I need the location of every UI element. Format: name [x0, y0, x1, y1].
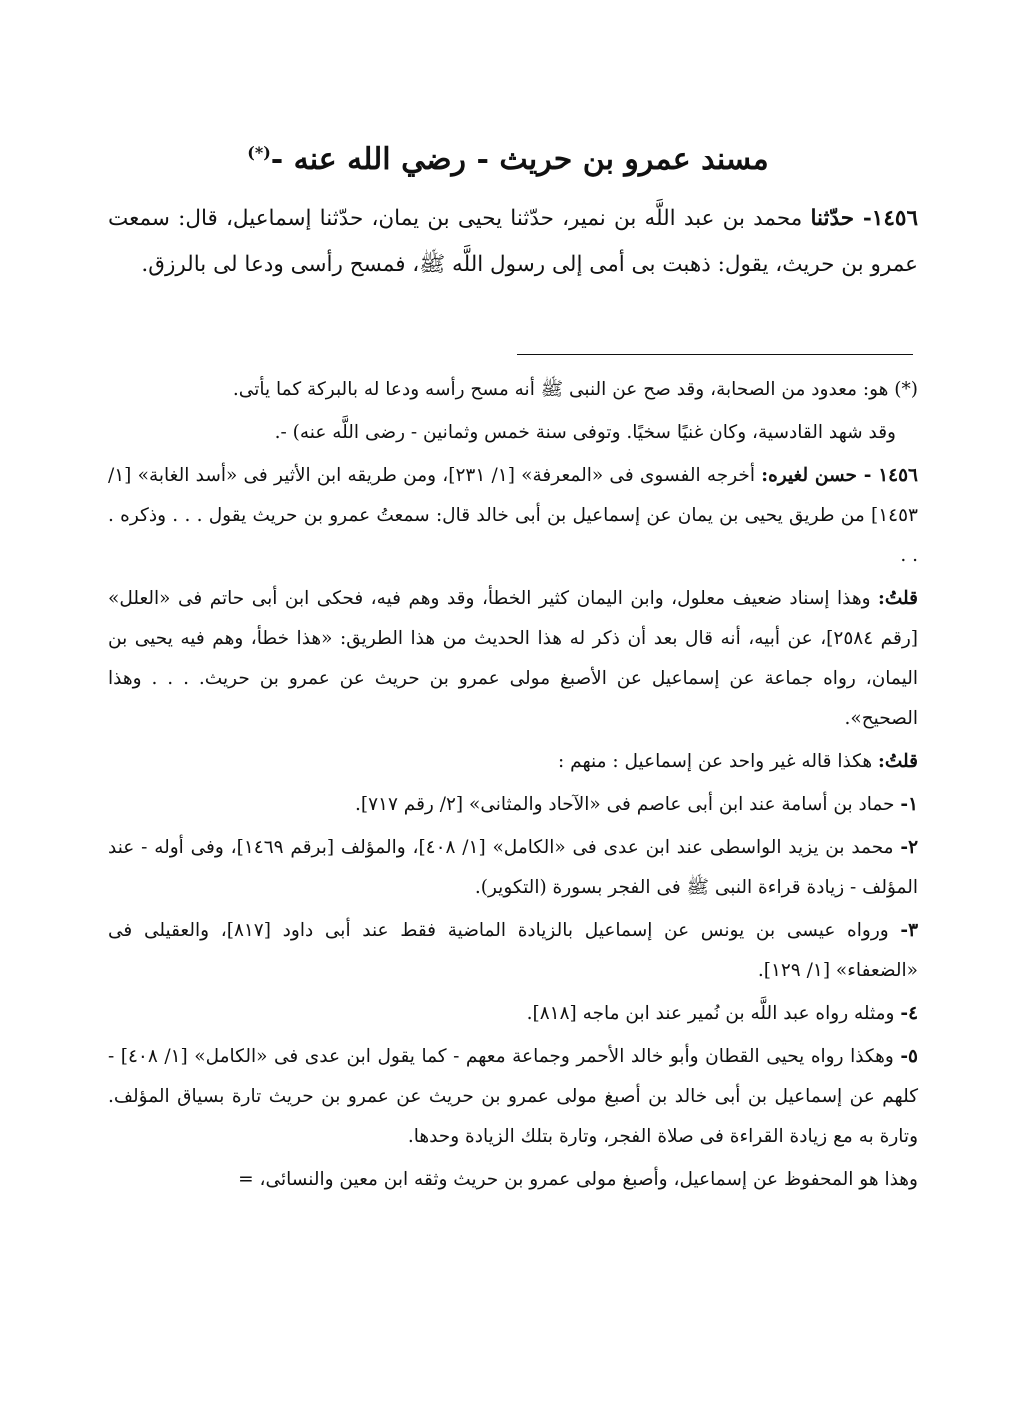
- bio-note-line-2: وقد شهد القادسية، وكان غنيًا سخيًا. وتوفى سنة خمس وثمانين - رضى اللَّه عنه) -.: [274, 422, 896, 443]
- list-item-text: وهكذا رواه يحيى القطان وأبو خالد الأحمر وجماعة معهم - كما يقول ابن عدى فى «الكامل» [١/ ٤٠٨] - كلهم عن إسماعيل بن أبى خالد بن أصبغ مولى عمرو بن حريث عن عمرو بن حريث تارة بسياق المؤلف. وتارة به مع زيادة القراءة فى صلاة الفجر، وتارة بتلك الزيادة وحدها.: [108, 1046, 918, 1147]
- footnote-divider: [517, 354, 913, 355]
- list-item-3: [108, 911, 918, 991]
- list-item-text: ومثله رواه عبد اللَّه بن نُمير عند ابن ماجه [٨١٨].: [526, 1003, 901, 1024]
- hadith-number: ١٤٥٦: [871, 206, 918, 231]
- section-title-text: مسند عمرو بن حريث - رضي الله عنه -: [270, 142, 769, 177]
- comment-body-1: وهذا إسناد ضعيف معلول، وابن اليمان كثير الخطأ، وقد وهم فيه، فحكى ابن أبى حاتم فى «العلل» [رقم ٢٥٨٤]، عن أبيه، أنه قال بعد أن ذكر له هذا الحديث من هذا الطريق: «هذا خطأ، وهم فيه يحيى بن اليمان، رواه جماعة عن إسماعيل عن الأصبغ مولى عمرو بن حريث عن عمرو بن حريث. . . . وهذا الصحيح».: [108, 588, 918, 729]
- hadith-text: [108, 196, 918, 288]
- list-item-number: ٤-: [900, 1003, 918, 1024]
- takhrij-note: [108, 456, 918, 576]
- takhrij-head: ١٤٥٦ - حسن لغيره:: [761, 465, 918, 486]
- continuation-line: وهذا هو المحفوظ عن إسماعيل، وأصبغ مولى عمرو بن حريث وثقه ابن معين والنسائى، =: [238, 1169, 918, 1190]
- list-item-number: ٢-: [900, 837, 919, 858]
- list-item-number: ٣-: [900, 920, 918, 941]
- footnote-mark: (*): [247, 143, 271, 162]
- section-title: [0, 128, 1016, 185]
- list-item-1: [108, 785, 918, 825]
- takhrij-body: أخرجه الفسوى فى «المعرفة» [١/ ٢٣١]، ومن طريقه ابن الأثير فى «أسد الغابة» [١/ ١٤٥٣] من طريق يحيى بن يمان عن إسماعيل بن أبى خالد قال: سمعتُ عمرو بن حريث يقول . . . وذكره . . .: [108, 465, 918, 566]
- footnotes: [108, 370, 918, 1203]
- list-item-4: [108, 994, 918, 1034]
- list-item-text: ورواه عيسى بن يونس عن إسماعيل بالزيادة الماضية فقط عند أبى داود [٨١٧]، والعقيلى فى «الضعفاء» [١/ ١٢٩].: [108, 920, 918, 981]
- hadith-lead: - حدّثنا: [810, 206, 872, 231]
- comment-head-1: قلتُ:: [878, 588, 918, 609]
- hadith-paragraph: [108, 196, 918, 288]
- hadith-body: محمد بن عبد اللَّه بن نمير، حدّثنا يحيى بن يمان، حدّثنا إسماعيل، قال: سمعت عمرو بن حريث، يقول: ذهبت بى أمى إلى رسول اللَّه ﷺ، فمسح رأسى ودعا لى بالرزق.: [108, 206, 918, 277]
- list-item-text: حماد بن أسامة عند ابن أبى عاصم فى «الآحاد والمثانى» [٢/ رقم ٧١٧].: [354, 794, 901, 815]
- comment-note-2: [108, 742, 918, 782]
- list-item-number: ٥-: [900, 1046, 918, 1067]
- comment-head-2: قلتُ:: [878, 751, 918, 772]
- list-item-number: ١-: [900, 794, 918, 815]
- list-item-2: [108, 828, 918, 908]
- comment-body-2: هكذا قاله غير واحد عن إسماعيل : منهم :: [558, 751, 879, 772]
- list-item-5: [108, 1037, 918, 1157]
- list-item-text: محمد بن يزيد الواسطى عند ابن عدى فى «الكامل» [١/ ٤٠٨]، والمؤلف [برقم ١٤٦٩]، وفى أوله - عند المؤلف - زيادة قراءة النبى ﷺ فى الفجر بسورة (التكوير).: [108, 837, 918, 898]
- bio-note-line-1: (*) هو: معدود من الصحابة، وقد صح عن النبى ﷺ أنه مسح رأسه ودعا له بالبركة كما يأتى.: [232, 379, 918, 400]
- comment-note-1: [108, 579, 918, 739]
